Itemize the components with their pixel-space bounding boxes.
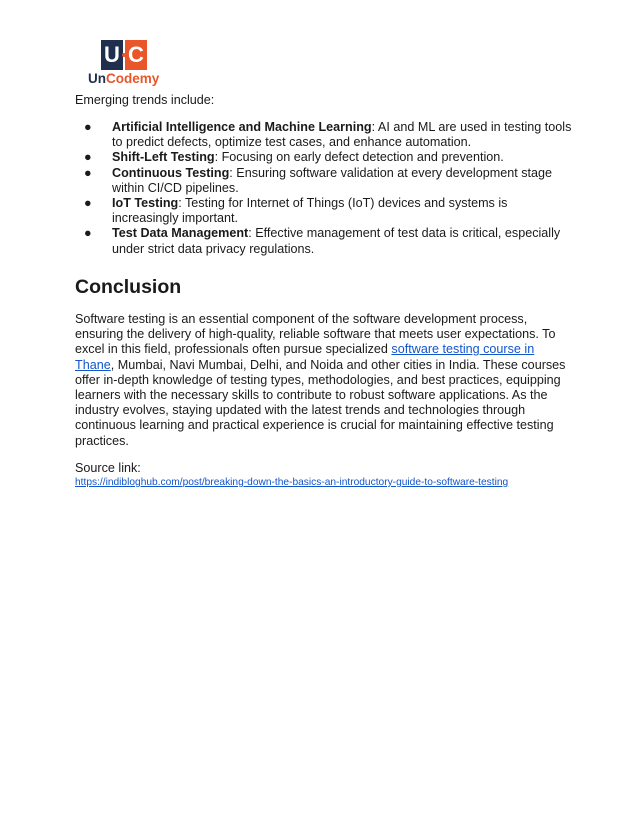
section-heading: Conclusion bbox=[75, 276, 182, 298]
logo-mark-c: C bbox=[125, 40, 147, 70]
list-item-title: Shift-Left Testing bbox=[112, 150, 215, 165]
list-item bbox=[75, 166, 575, 196]
list-item bbox=[75, 196, 575, 226]
bullet-icon: ● bbox=[84, 226, 92, 241]
source-label: Source link: bbox=[75, 461, 141, 475]
intro-text: Emerging trends include: bbox=[75, 93, 215, 107]
bullet-icon: ● bbox=[84, 165, 92, 180]
conclusion-paragraph bbox=[75, 312, 575, 449]
list-item-text: : Focusing on early defect detection and prevention. bbox=[214, 150, 504, 165]
source-link[interactable]: https://indibloghub.com/post/breaking-down-the-basics-an-introductory-guide-to-software-testing bbox=[75, 477, 509, 488]
paragraph-text-before: Software testing is an essential component of the software development process, ensuring the delivery of high-quality, reliable software that meets user expectations. To excel in this field, professionals often pursue specialized bbox=[75, 312, 556, 357]
logo-word-codemy: Codemy bbox=[106, 71, 160, 86]
list-item-title: Continuous Testing bbox=[112, 165, 230, 180]
uncodemy-logo bbox=[88, 40, 162, 90]
list-item-title: IoT Testing bbox=[112, 196, 179, 211]
list-item-title: Artificial Intelligence and Machine Learning bbox=[112, 120, 372, 134]
list-item-text: : Ensuring software validation at every development stage within CI/CD pipelines. bbox=[112, 165, 553, 195]
logo-word-un: Un bbox=[88, 71, 106, 86]
list-item-text: : AI and ML are used in testing tools to predict defects, optimize test cases, and enhance automation. bbox=[112, 120, 572, 150]
logo-mark-u: U bbox=[101, 40, 123, 70]
logo-wordmark bbox=[88, 71, 159, 86]
bullet-icon: ● bbox=[84, 150, 92, 165]
trends-list bbox=[75, 120, 575, 257]
paragraph-text-after: , Mumbai, Navi Mumbai, Delhi, and Noida and other cities in India. These courses offer in-depth knowledge of testing types, methodologies, and best practices, equipping learners with the necessary skills to contribute to robust software applications. As the industry evolves, staying updated with the latest trends and technologies through continuous learning and practical experience is crucial for maintaining effective testing practices. bbox=[75, 357, 566, 448]
list-item bbox=[75, 150, 575, 165]
list-item bbox=[75, 120, 575, 150]
bullet-icon: ● bbox=[84, 196, 92, 211]
list-item-text: : Effective management of test data is critical, especially under strict data privacy regulations. bbox=[112, 226, 561, 256]
list-item-text: : Testing for Internet of Things (IoT) devices and systems is increasingly important. bbox=[112, 196, 508, 226]
bullet-icon: ● bbox=[84, 120, 92, 134]
list-item bbox=[75, 226, 575, 256]
list-item-title: Test Data Management bbox=[112, 226, 249, 241]
course-link[interactable]: software testing course in Thane bbox=[75, 342, 535, 372]
